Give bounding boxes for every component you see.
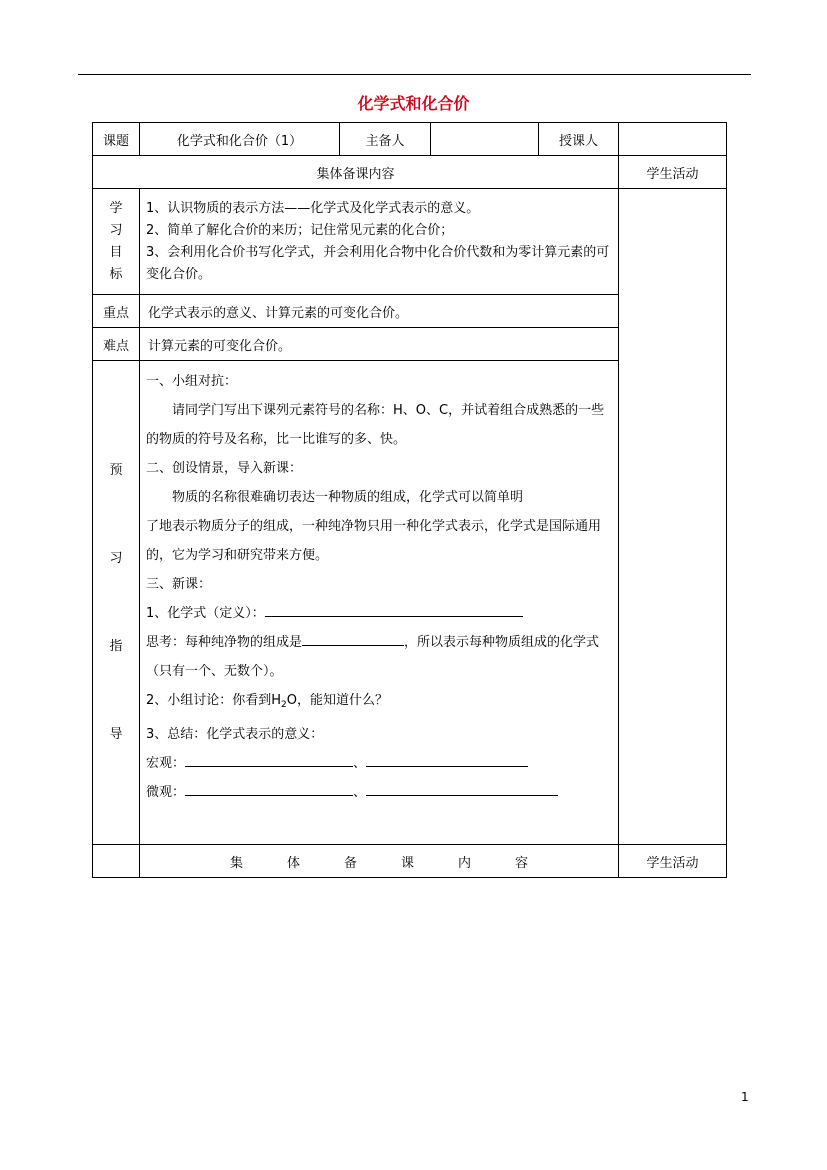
page-number: 1 bbox=[741, 1090, 749, 1104]
header-row bbox=[93, 123, 727, 156]
goals-row bbox=[93, 189, 727, 295]
difficulty-label: 难点 bbox=[93, 328, 140, 361]
preparer-value bbox=[431, 123, 539, 156]
topic-value: 化学式和化合价（1） bbox=[140, 123, 340, 156]
goal-item: 3、会利用化合价书写化学式，并会利用化合物中化合价代数和为零计算元素的可变化合价。 bbox=[146, 244, 610, 282]
macro-blank-2[interactable] bbox=[366, 752, 528, 767]
section-1-body: 请同学门写出下课列元素符号的名称：H、O、C，并试着组合成熟悉的一些的物质的符号及名称，比一比谁写的多、快。 bbox=[146, 403, 605, 447]
topic-label: 课题 bbox=[93, 123, 140, 156]
think-question: 思考：每种纯净物的组成是 ，所以表示每种物质组成的化学式（只有一个、无数个）。 bbox=[146, 628, 612, 686]
micro-blank-1[interactable] bbox=[185, 781, 353, 796]
footer-activity-header: 学生活动 bbox=[619, 845, 727, 878]
key-point-text: 化学式表示的意义、计算元素的可变化合价。 bbox=[140, 295, 619, 328]
section-2-line-1: 物质的名称很难确切表达一种物质的组成，化学式可以简单明 bbox=[172, 490, 524, 505]
section-1-title: 一、小组对抗： bbox=[146, 374, 238, 389]
macro-line: 宏观： 、 bbox=[146, 749, 612, 778]
preview-content bbox=[140, 361, 619, 845]
footer-empty-cell bbox=[93, 845, 140, 878]
goal-item: 2、简单了解化合价的来历；记住常见元素的化合价； bbox=[146, 222, 454, 238]
preview-label: 预 习 指 导 bbox=[93, 361, 140, 845]
lesson-plan-table bbox=[92, 122, 727, 878]
teacher-value bbox=[619, 123, 727, 156]
question-1: 1、化学式（定义）： bbox=[146, 599, 612, 628]
question-3: 3、总结：化学式表示的意义： bbox=[146, 727, 324, 742]
student-activity-cell bbox=[619, 189, 727, 845]
micro-line: 微观： 、 bbox=[146, 778, 612, 807]
teacher-label: 授课人 bbox=[539, 123, 619, 156]
footer-row bbox=[93, 845, 727, 878]
question-2: 2、小组讨论：你看到$H_2O$，能知道什么？ bbox=[146, 693, 389, 710]
content-header: 集体备课内容 bbox=[93, 156, 619, 189]
section-3-title: 三、新课： bbox=[146, 577, 212, 592]
difficulty-text: 计算元素的可变化合价。 bbox=[140, 328, 619, 361]
section-header-row bbox=[93, 156, 727, 189]
composition-blank[interactable] bbox=[302, 631, 404, 646]
document-title: 化学式和化合价 bbox=[357, 94, 470, 113]
goal-item: 1、认识物质的表示方法——化学式及化学式表示的意义。 bbox=[146, 200, 480, 216]
macro-blank-1[interactable] bbox=[185, 752, 353, 767]
definition-blank[interactable] bbox=[265, 602, 523, 617]
micro-blank-2[interactable] bbox=[366, 781, 558, 796]
section-2-line-2: 了地表示物质分子的组成，一种纯净物只用一种化学式表示，化学式是国际通用的，它为学习和研究带来方便。 bbox=[146, 519, 602, 563]
section-2-title: 二、创设情景，导入新课： bbox=[146, 461, 303, 476]
key-point-label: 重点 bbox=[93, 295, 140, 328]
goals-label: 学 习 目 标 bbox=[93, 189, 140, 295]
header-rule bbox=[78, 74, 751, 75]
footer-content-header: 集 体 备 课 内 容 bbox=[140, 845, 619, 878]
activity-header: 学生活动 bbox=[619, 156, 727, 189]
preparer-label: 主备人 bbox=[340, 123, 431, 156]
goals-content bbox=[140, 189, 619, 295]
